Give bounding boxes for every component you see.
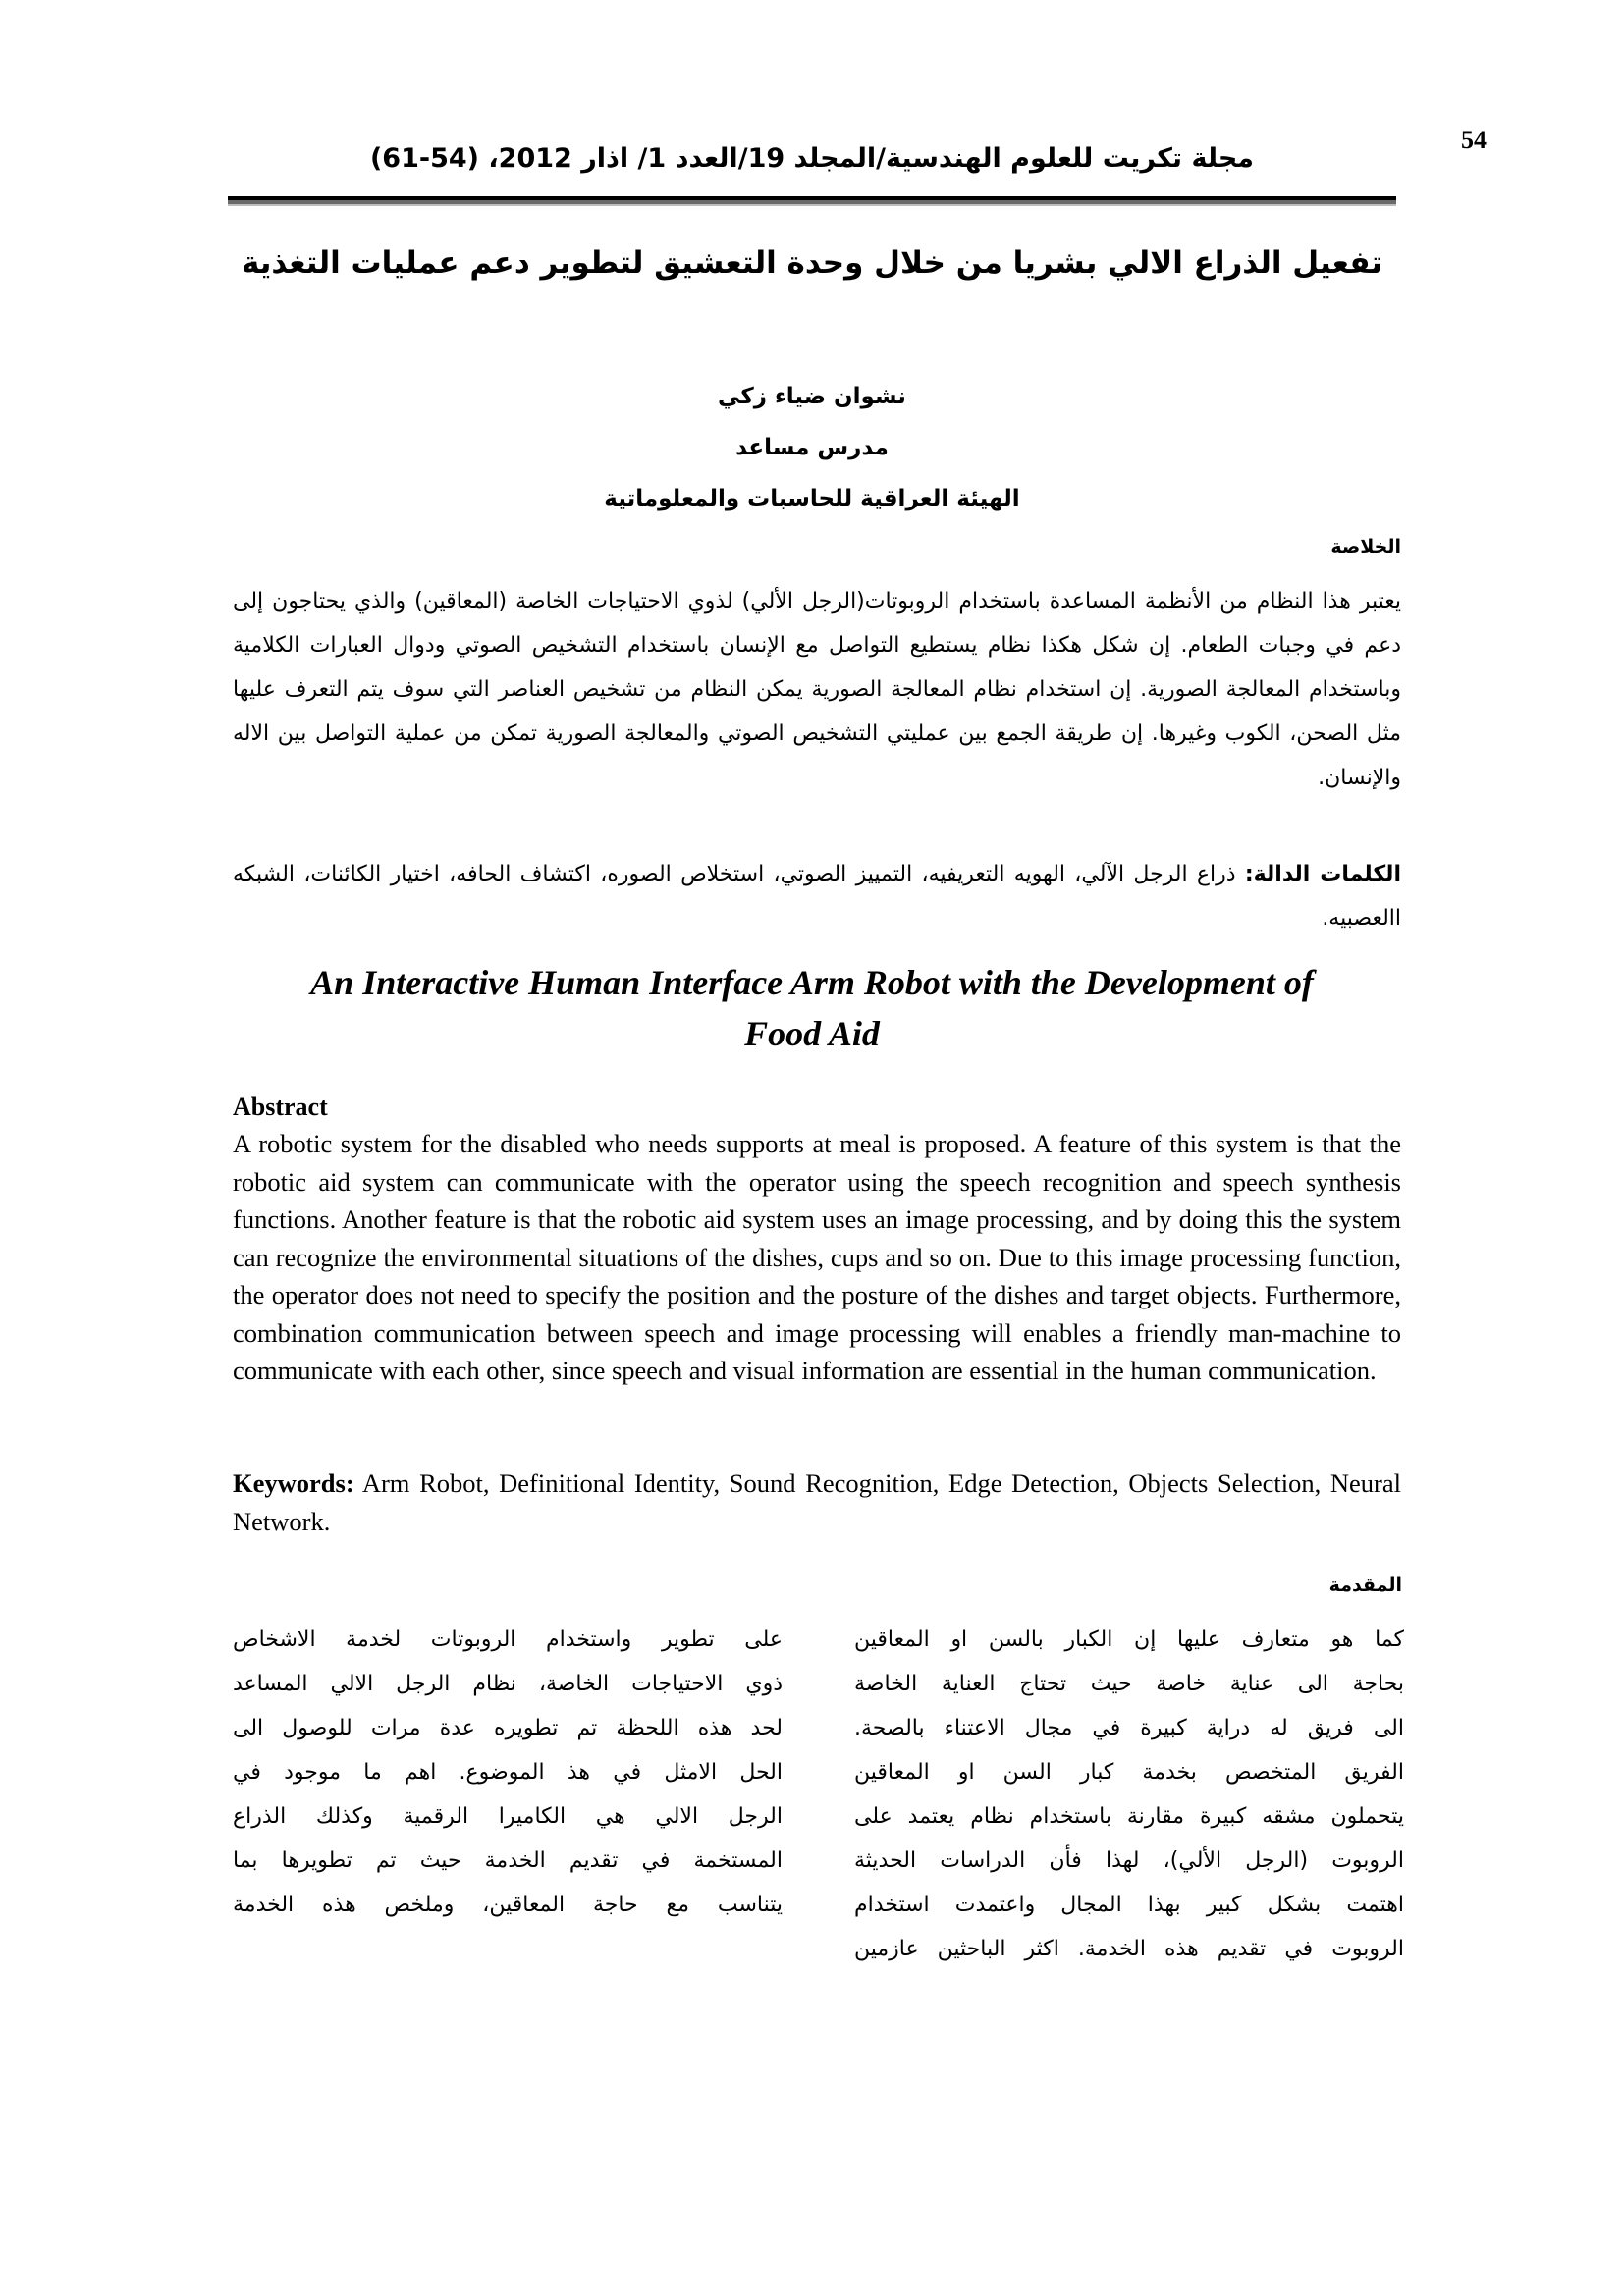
arabic-abstract-heading: الخلاصة <box>1330 536 1401 558</box>
intro-right-line: الى فريق له دراية كبيرة في مجال الاعتناء بالصحة. <box>854 1716 1404 1740</box>
journal-running-header: مجلة تكريت للعلوم الهندسية/المجلد 19/العدد 1/ اذار 2012، (54-61) <box>369 143 1255 174</box>
english-keywords-text: Arm Robot, Definitional Identity, Sound Recognition, Edge Detection, Objects Selection, Neural Network. <box>233 1468 1401 1536</box>
arabic-keywords <box>233 852 1401 940</box>
arabic-keywords-text: ذراع الرجل الآلي، الهويه التعريفيه، التمييز الصوتي، استخلاص الصوره، اكتشاف الحافه، اختيار الكائنات، الشبكه االعصبيه. <box>233 862 1401 931</box>
intro-right-line: الفريق المتخصص بخدمة كبار السن او المعاقين <box>854 1760 1404 1785</box>
author-affiliation: الهيئة العراقية للحاسبات والمعلوماتية <box>604 486 1020 511</box>
intro-right-line: اهتمت بشكل كبير بهذا المجال واعتمدت استخدام <box>854 1893 1404 1917</box>
intro-right-line: الروبوت (الرجل الألي)، لهذا فأن الدراسات الحديثة <box>854 1848 1404 1873</box>
page-number: 54 <box>1461 126 1487 154</box>
intro-left-line: ذوي الاحتياجات الخاصة، نظام الرجل الالي المساعد <box>233 1672 783 1696</box>
intro-right-line: الروبوت في تقديم هذه الخدمة. اكثر الباحثين عازمين <box>854 1937 1404 1961</box>
intro-left-line: يتناسب مع حاجة المعاقين، وملخص هذه الخدمة <box>233 1893 783 1917</box>
arabic-abstract-body: يعتبر هذا النظام من الأنظمة المساعدة باستخدام الروبوتات(الرجل الألي) لذوي الاحتياجات الخاصة (المعاقين) والذي يحتاجون إلى دعم في وجبات الطعام. إن شكل هكذا نظام يستطيع التواصل مع الإنسان باستخدام التشخيص الصوتي ودوال العبارات الكلامية وباستخدام المعالجة الصورية. إن استخدام نظام المعالجة الصورية يمكن النظام من تشخيص العناصر التي سوف يتم التعرف عليها مثل الصحن، الكوب وغيرها. إن طريقة الجمع بين عمليتي التشخيص الصوتي والمعالجة الصورية تمكن من عملية التواصل بين الاله والإنسان. <box>233 589 1401 790</box>
intro-left-line: الرجل الالي هي الكاميرا الرقمية وكذلك الذراع <box>233 1804 783 1829</box>
header-rule-divider <box>228 196 1396 206</box>
introduction-right-column <box>854 1618 1404 1971</box>
arabic-paper-title: تفعيل الذراع الالي بشريا من خلال وحدة التعشيق لتطوير دعم عمليات التغذية <box>241 245 1383 281</box>
introduction-heading: المقدمة <box>1328 1575 1402 1596</box>
intro-left-line: المستخمة في تقديم الخدمة حيث تم تطويرها بما <box>233 1848 783 1873</box>
author-name: نشوان ضياء زكي <box>718 384 906 409</box>
introduction-left-column <box>233 1618 783 1927</box>
arabic-keywords-label: الكلمات الدالة: <box>1244 862 1401 886</box>
intro-left-line: لحد هذه اللحظة تم تطويره عدة مرات للوصول الى <box>233 1716 783 1740</box>
intro-right-line: كما هو متعارف عليها إن الكبار بالسن او المعاقين <box>854 1628 1404 1652</box>
english-title-line-2: Food Aid <box>744 1014 880 1053</box>
english-paper-title <box>228 957 1396 1059</box>
header-rule-band-light <box>228 204 1396 206</box>
author-block <box>228 371 1396 524</box>
intro-left-line: الحل الامثل في هذ الموضوع. اهم ما موجود في <box>233 1760 783 1785</box>
english-abstract-heading: Abstract <box>233 1093 328 1121</box>
english-keywords-label: Keywords: <box>233 1468 354 1498</box>
intro-left-line: على تطوير واستخدام الروبوتات لخدمة الاشخاص <box>233 1628 783 1652</box>
intro-right-line: يتحملون مشقه كبيرة مقارنة باستخدام نظام يعتمد على <box>854 1804 1404 1829</box>
author-position: مدرس مساعد <box>735 435 889 460</box>
english-abstract-body: A robotic system for the disabled who needs supports at meal is proposed. A feature of this system is that the robotic aid system can communicate with the operator using the speech recognition and speech synthesis functions. Another feature is that the robotic aid system uses an image processing, and by doing this the system can recognize the environmental situations of the dishes, cups and so on. Due to this image processing function, the operator does not need to specify the position and the posture of the dishes and target objects. Furthermore, combination communication between speech and image processing will enables a friendly man-machine to communicate with each other, since speech and visual information are essential in the human communication. <box>233 1129 1401 1385</box>
english-keywords <box>233 1465 1401 1540</box>
english-title-line-1: An Interactive Human Interface Arm Robot with the Development of <box>310 963 1314 1002</box>
intro-right-line: بحاجة الى عناية خاصة حيث تحتاج العناية الخاصة <box>854 1672 1404 1696</box>
